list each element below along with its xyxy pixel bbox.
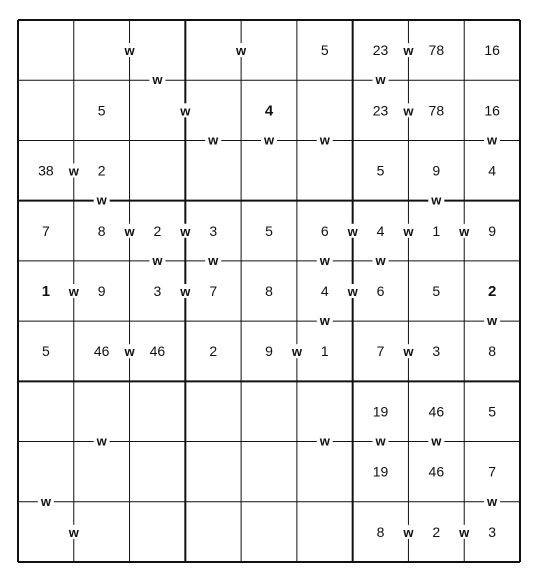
cell-number: 5 [432, 283, 441, 299]
w-marker-vertical [177, 103, 193, 118]
w-marker-label: w [431, 192, 442, 208]
w-marker-vertical [400, 344, 416, 359]
w-marker-horizontal [373, 434, 389, 449]
w-marker-horizontal [149, 72, 165, 87]
w-marker-label: w [236, 43, 247, 59]
w-marker-horizontal [484, 313, 500, 328]
cell-number: 78 [428, 42, 445, 59]
w-marker-vertical [66, 284, 82, 299]
cell-number: 5 [265, 222, 273, 239]
cell-number: 6 [320, 222, 329, 239]
w-marker-label: w [459, 524, 470, 540]
cell-number: 4 [376, 222, 385, 239]
cell-number: 38 [38, 162, 54, 179]
w-marker-vertical [400, 43, 416, 58]
w-marker-label: w [263, 132, 275, 148]
w-marker-horizontal [373, 72, 389, 87]
w-marker-vertical [122, 344, 138, 359]
w-marker-label: w [68, 284, 79, 299]
w-marker-horizontal [317, 253, 333, 268]
w-marker-label: w [124, 344, 135, 360]
cell-number: 7 [209, 283, 218, 299]
w-marker-label: w [180, 103, 191, 119]
w-marker-horizontal [317, 313, 333, 328]
cell-number: 1 [41, 283, 51, 300]
cell-number: 2 [97, 162, 106, 179]
w-marker-vertical [289, 344, 305, 359]
w-marker-vertical [233, 43, 249, 58]
cell-number: 23 [372, 42, 389, 59]
cell-number: 78 [428, 102, 445, 119]
w-marker-label: w [208, 252, 219, 268]
w-marker-label: w [375, 252, 386, 268]
w-marker-label: w [487, 132, 498, 148]
w-marker-vertical [400, 525, 416, 540]
w-marker-vertical [456, 525, 472, 540]
cell-number: 6 [376, 283, 385, 299]
w-marker-horizontal [205, 132, 221, 147]
w-marker-label: w [68, 524, 79, 540]
w-marker-label: w [291, 344, 302, 360]
w-marker-vertical [177, 224, 193, 239]
w-marker-vertical [122, 224, 138, 239]
w-marker-label: w [152, 72, 163, 88]
cell-number: 46 [428, 463, 445, 480]
cell-number: 9 [432, 162, 441, 179]
w-marker-label: w [375, 72, 386, 88]
w-marker-vertical [66, 164, 82, 179]
w-marker-horizontal [94, 434, 110, 449]
cell-number: 5 [41, 343, 50, 360]
cell-number: 9 [488, 222, 497, 239]
w-marker-label: w [403, 103, 414, 119]
w-marker-label: w [124, 223, 135, 239]
cell-number: 9 [97, 283, 106, 299]
cell-number: 23 [372, 102, 389, 119]
w-marker-horizontal [317, 434, 333, 449]
cell-number: 4 [488, 162, 497, 179]
cell-number: 5 [376, 162, 385, 179]
cell-number: 16 [484, 102, 500, 119]
cell-number: 4 [320, 283, 329, 299]
w-marker-label: w [319, 313, 330, 329]
w-marker-horizontal [94, 193, 110, 208]
cell-number: 7 [488, 463, 497, 480]
cell-number: 16 [484, 42, 500, 59]
w-marker-label: w [40, 493, 51, 509]
w-marker-label: w [124, 43, 135, 59]
cell-number: 1 [432, 222, 441, 239]
w-marker-label: w [487, 493, 498, 509]
w-marker-vertical [345, 284, 361, 299]
cell-number: 19 [372, 403, 389, 420]
w-marker-label: w [68, 163, 79, 179]
w-marker-label: w [403, 223, 414, 239]
cell-number: 4 [264, 102, 274, 120]
cell-number: 5 [488, 403, 497, 420]
cell-number: 8 [97, 222, 106, 239]
w-marker-label: w [96, 192, 107, 208]
w-marker-horizontal [205, 253, 221, 268]
cell-number: 8 [488, 343, 497, 360]
cell-number: 2 [209, 343, 218, 360]
w-marker-label: w [487, 313, 498, 329]
cell-number: 46 [93, 343, 110, 360]
w-marker-label: w [319, 433, 330, 449]
w-marker-horizontal [484, 132, 500, 147]
cell-number: 3 [153, 283, 162, 299]
w-marker-label: w [96, 433, 107, 449]
w-marker-vertical [400, 103, 416, 118]
cell-number: 19 [372, 463, 389, 480]
w-marker-horizontal [428, 193, 444, 208]
w-marker-label: w [208, 132, 219, 148]
cell-number: 46 [149, 343, 166, 360]
w-marker-label: w [347, 284, 358, 299]
w-marker-horizontal [38, 494, 54, 509]
w-marker-label: w [375, 433, 386, 449]
w-marker-horizontal [484, 494, 500, 509]
w-marker-label: w [403, 524, 414, 540]
cell-number: 8 [265, 283, 273, 299]
cell-number: 8 [376, 523, 385, 540]
cell-number: 3 [432, 343, 441, 360]
w-marker-label: w [403, 43, 414, 59]
w-marker-horizontal [261, 132, 277, 147]
w-marker-vertical [456, 224, 472, 239]
cell-number: 7 [376, 343, 385, 360]
w-marker-label: w [403, 344, 414, 360]
w-marker-vertical [122, 43, 138, 58]
w-marker-label: w [347, 223, 358, 239]
cell-number: 1 [320, 343, 329, 360]
cell-number: 2 [432, 523, 441, 540]
cell-number: 7 [41, 222, 50, 239]
cell-number: 2 [487, 283, 497, 300]
w-marker-label: w [319, 132, 330, 148]
w-marker-horizontal [428, 434, 444, 449]
cell-number: 3 [209, 222, 218, 239]
w-marker-horizontal [149, 253, 165, 268]
w-marker-label: w [459, 223, 470, 239]
w-marker-horizontal [373, 253, 389, 268]
w-marker-vertical [177, 284, 193, 299]
w-marker-label: w [431, 433, 442, 449]
cell-number: 5 [97, 102, 106, 119]
w-marker-vertical [66, 525, 82, 540]
cell-number: 5 [320, 42, 329, 59]
cell-number: 9 [265, 343, 273, 360]
cell-number: 46 [428, 403, 445, 420]
w-marker-label: w [319, 252, 330, 268]
w-marker-vertical [345, 224, 361, 239]
cell-number: 3 [488, 523, 497, 540]
cell-number: 2 [153, 222, 162, 239]
w-marker-label: w [180, 284, 191, 299]
w-marker-label: w [152, 252, 163, 268]
w-marker-horizontal [317, 132, 333, 147]
w-marker-label: w [180, 223, 191, 239]
w-marker-vertical [400, 224, 416, 239]
